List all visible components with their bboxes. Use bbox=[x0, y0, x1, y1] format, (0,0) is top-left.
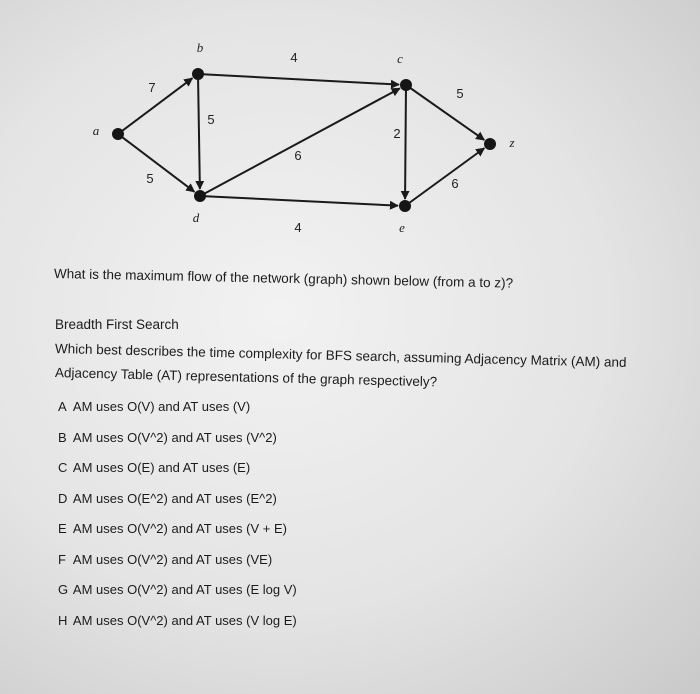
edge-c-z bbox=[406, 85, 484, 140]
answer-option-c[interactable] bbox=[58, 460, 250, 475]
node-label-z: z bbox=[509, 135, 515, 150]
edge-capacity-c-z: 5 bbox=[456, 86, 464, 101]
edge-capacity-a-d: 5 bbox=[146, 171, 154, 186]
node-label-d: d bbox=[192, 210, 200, 225]
edge-b-d bbox=[198, 74, 200, 189]
edge-c-e bbox=[405, 85, 406, 199]
node-b bbox=[192, 68, 204, 80]
answer-option-a[interactable] bbox=[58, 399, 250, 414]
node-label-e: e bbox=[399, 220, 405, 235]
edge-capacity-b-c: 4 bbox=[290, 50, 298, 65]
prompt-line-1: Which best describes the time complexity for BFS search, assuming Adjacency Matrix (AM) and bbox=[54, 341, 627, 370]
option-text: AM uses O(V) and AT uses (V) bbox=[72, 399, 251, 414]
graph-edges bbox=[118, 50, 484, 235]
option-letter: A bbox=[58, 399, 67, 414]
option-letter: D bbox=[58, 490, 68, 506]
option-letter: C bbox=[58, 460, 68, 475]
question-text: What is the maximum flow of the network (graph) shown below (from a to z)? bbox=[53, 266, 514, 291]
option-letter: F bbox=[58, 551, 66, 567]
edge-d-e bbox=[200, 196, 398, 206]
node-c bbox=[400, 79, 412, 91]
edge-e-z bbox=[405, 148, 484, 206]
option-text: AM uses O(V^2) and AT uses (V^2) bbox=[72, 429, 277, 445]
node-e bbox=[399, 200, 411, 212]
answer-option-b[interactable] bbox=[58, 430, 277, 445]
node-z bbox=[484, 138, 496, 150]
graph-nodes bbox=[93, 40, 515, 235]
option-text: AM uses O(E^2) and AT uses (E^2) bbox=[72, 490, 277, 506]
option-letter: H bbox=[58, 612, 68, 628]
option-text: AM uses O(V^2) and AT uses (V + E) bbox=[72, 521, 287, 536]
node-d bbox=[194, 190, 206, 202]
node-label-a: a bbox=[92, 123, 100, 138]
edge-capacity-e-z: 6 bbox=[451, 176, 459, 191]
section-title: Breadth First Search bbox=[55, 317, 179, 332]
node-label-b: b bbox=[196, 40, 204, 55]
edge-capacity-a-b: 7 bbox=[148, 80, 156, 95]
option-letter: E bbox=[58, 521, 67, 536]
edge-a-d bbox=[118, 134, 194, 192]
answer-option-e[interactable] bbox=[58, 521, 287, 536]
edge-capacity-c-e: 2 bbox=[393, 126, 401, 141]
option-text: AM uses O(V^2) and AT uses (E log V) bbox=[72, 582, 297, 597]
answer-option-g[interactable] bbox=[58, 582, 297, 597]
edge-capacity-b-d: 5 bbox=[207, 112, 215, 127]
answer-option-d[interactable] bbox=[58, 491, 277, 506]
edge-b-c bbox=[198, 74, 399, 85]
option-text: AM uses O(V^2) and AT uses (V log E) bbox=[72, 612, 297, 628]
option-letter: B bbox=[58, 429, 67, 445]
answer-option-f[interactable] bbox=[58, 552, 272, 567]
edge-d-c bbox=[200, 88, 400, 196]
option-text: AM uses O(V^2) and AT uses (VE) bbox=[72, 551, 273, 567]
prompt-line-2: Adjacency Table (AT) representations of the graph respectively? bbox=[54, 365, 438, 390]
answer-option-h[interactable] bbox=[58, 613, 297, 628]
node-label-c: c bbox=[397, 51, 403, 66]
network-graph bbox=[0, 0, 700, 250]
edge-capacity-d-c: 6 bbox=[294, 148, 302, 163]
option-letter: G bbox=[58, 582, 69, 597]
option-text: AM uses O(E) and AT uses (E) bbox=[72, 460, 251, 475]
node-a bbox=[112, 128, 124, 140]
edge-capacity-d-e: 4 bbox=[294, 220, 302, 235]
